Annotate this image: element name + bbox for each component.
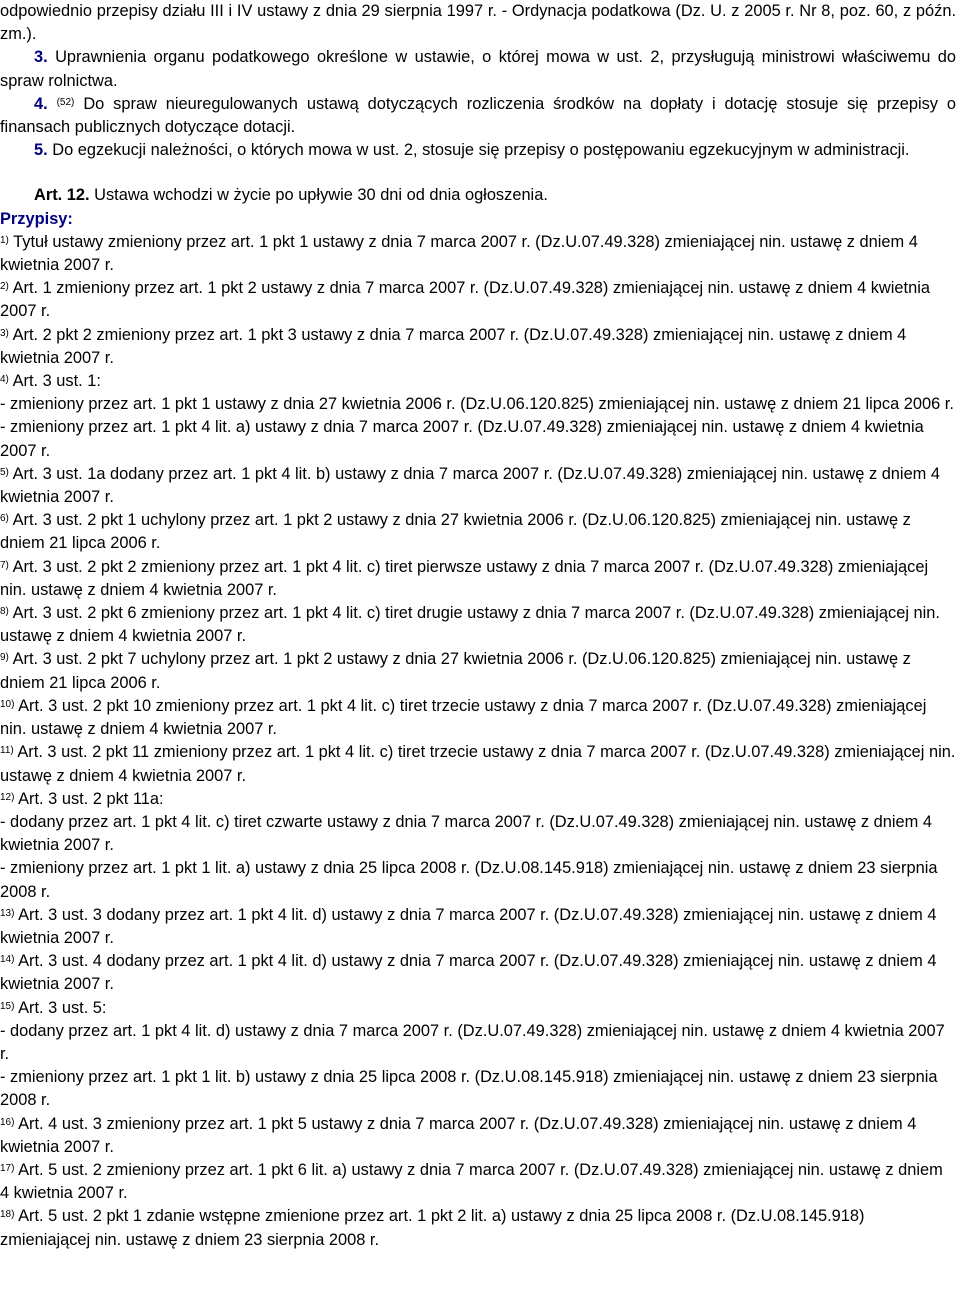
footnote-text: Art. 3 ust. 5:	[18, 998, 107, 1017]
footnote-ref: 11)	[0, 745, 14, 757]
footnote-ref: 4)	[0, 374, 9, 386]
footnote-ref: 2)	[0, 281, 9, 293]
paragraph-text: odpowiednio przepisy działu III i IV ustawy z dnia 29 sierpnia 1997 r. - Ordynacja podatkowa (Dz. U. z 2005 r. Nr 8, poz. 60, z późn. zm.).	[0, 2, 956, 44]
paragraph-number: 4.	[34, 94, 48, 113]
article-text: Ustawa wchodzi w życie po upływie 30 dni od dnia ogłoszenia.	[94, 186, 548, 205]
footnote-item	[0, 648, 956, 694]
footnote-item	[0, 695, 956, 741]
footnote-item	[0, 904, 956, 950]
footnote-item	[0, 463, 956, 509]
footnote-ref: 1)	[0, 234, 9, 246]
paragraph-text: Do spraw nieuregulowanych ustawą dotyczących rozliczenia środków na dopłaty i dotację stosuje się przepisy o finansach publicznych dotyczące dotacji.	[0, 94, 957, 137]
footnote-ref: 17)	[0, 1162, 15, 1174]
paragraph-text: Do egzekucji należności, o których mowa w ust. 2, stosuje się przepisy o postępowaniu egzekucyjnym w administracji.	[52, 141, 910, 160]
footnote-text: Art. 3 ust. 2 pkt 11 zmieniony przez art. 1 pkt 4 lit. c) tiret trzecie ustawy z dnia 7 marca 2007 r. (Dz.U.07.49.328) zmieniającej nin. ustawę z dniem 4 kwietnia 2007 r.	[0, 743, 956, 785]
footnote-subitem	[0, 811, 956, 857]
footnote-text: Art. 3 ust. 1:	[12, 372, 101, 391]
footnote-subitem	[0, 857, 956, 903]
paragraph-number: 3.	[34, 48, 48, 67]
footnote-text: - zmieniony przez art. 1 pkt 4 lit. a) ustawy z dnia 7 marca 2007 r. (Dz.U.07.49.328) zmieniającej nin. ustawę z dniem 4 kwietnia 2007 r.	[0, 418, 924, 460]
footnote-text: Art. 3 ust. 3 dodany przez art. 1 pkt 4 lit. d) ustawy z dnia 7 marca 2007 r. (Dz.U.07.49.328) zmieniającej nin. ustawę z dniem 4 kwietnia 2007 r.	[0, 905, 937, 947]
footnote-text: - zmieniony przez art. 1 pkt 1 lit. a) ustawy z dnia 25 lipca 2008 r. (Dz.U.08.145.918) zmieniającej nin. ustawę z dniem 23 sierpnia 2008 r.	[0, 859, 938, 901]
footnote-text: - dodany przez art. 1 pkt 4 lit. c) tiret czwarte ustawy z dnia 7 marca 2007 r. (Dz.U.07.49.328) zmieniającej nin. ustawę z dniem 4 kwietnia 2007 r.	[0, 812, 932, 855]
paragraph-text: Uprawnienia organu podatkowego określone w ustawie, o której mowa w ust. 2, przysługują ministrowi właściwemu do spraw rolnictwa.	[0, 48, 956, 90]
intro-paragraph	[0, 93, 956, 139]
footnote-ref: 18)	[0, 1209, 15, 1221]
footnotes-heading: Przypisy:	[0, 209, 73, 228]
paragraph-number: 5.	[34, 141, 48, 160]
footnote-ref: 5)	[0, 466, 9, 478]
section-gap	[0, 162, 956, 184]
footnote-text: Art. 4 ust. 3 zmieniony przez art. 1 pkt 5 ustawy z dnia 7 marca 2007 r. (Dz.U.07.49.328) zmieniającej nin. ustawę z dniem 4 kwietnia 2007 r.	[0, 1114, 917, 1156]
footnote-text: Art. 2 pkt 2 zmieniony przez art. 1 pkt 3 ustawy z dnia 7 marca 2007 r. (Dz.U.07.49.328) zmieniającej nin. ustawę z dniem 4 kwietnia 2007 r.	[0, 325, 907, 367]
footnote-item	[0, 950, 956, 996]
intro-paragraph	[0, 0, 956, 46]
footnote-item	[0, 231, 956, 277]
footnote-item	[0, 997, 956, 1020]
intro-section	[0, 0, 956, 162]
footnote-ref: 12)	[0, 791, 15, 803]
footnote-item	[0, 1159, 956, 1205]
footnote-ref: 13)	[0, 907, 15, 919]
footnote-text: Art. 5 ust. 2 zmieniony przez art. 1 pkt 6 lit. a) ustawy z dnia 7 marca 2007 r. (Dz.U.07.49.328) zmieniającej nin. ustawę z dniem 4 kwietnia 2007 r.	[0, 1160, 943, 1203]
footnote-text: - zmieniony przez art. 1 pkt 1 lit. b) ustawy z dnia 25 lipca 2008 r. (Dz.U.08.145.918) zmieniającej nin. ustawę z dniem 23 sierpnia 2008 r.	[0, 1068, 938, 1110]
footnote-ref: 8)	[0, 606, 9, 618]
footnote-text: Art. 1 zmieniony przez art. 1 pkt 2 ustawy z dnia 7 marca 2007 r. (Dz.U.07.49.328) zmieniającej nin. ustawę z dniem 4 kwietnia 2007 r.	[0, 279, 930, 321]
footnote-ref: 10)	[0, 698, 15, 710]
footnote-item	[0, 509, 956, 555]
footnote-ref: 16)	[0, 1116, 15, 1128]
paragraph-note-ref: (52)	[56, 96, 75, 108]
footnote-ref: 7)	[0, 559, 9, 571]
footnote-item	[0, 602, 956, 648]
footnote-subitem	[0, 416, 956, 462]
footnote-item	[0, 741, 956, 787]
footnote-subitem	[0, 1066, 956, 1112]
footnote-ref: 14)	[0, 954, 15, 966]
footnote-ref: 9)	[0, 652, 9, 664]
footnote-subitem	[0, 1020, 956, 1066]
footnote-text: Art. 3 ust. 2 pkt 6 zmieniony przez art. 1 pkt 4 lit. c) tiret drugie ustawy z dnia 7 marca 2007 r. (Dz.U.07.49.328) zmieniającej nin. ustawę z dniem 4 kwietnia 2007 r.	[0, 604, 940, 646]
footnote-text: Art. 3 ust. 2 pkt 10 zmieniony przez art. 1 pkt 4 lit. c) tiret trzecie ustawy z dnia 7 marca 2007 r. (Dz.U.07.49.328) zmieniającej nin. ustawę z dniem 4 kwietnia 2007 r.	[0, 696, 927, 739]
footnote-text: Art. 3 ust. 2 pkt 2 zmieniony przez art. 1 pkt 4 lit. c) tiret pierwsze ustawy z dnia 7 marca 2007 r. (Dz.U.07.49.328) zmieniającej nin. ustawę z dniem 4 kwietnia 2007 r.	[0, 557, 929, 599]
footnote-text: Art. 3 ust. 2 pkt 1 uchylony przez art. 1 pkt 2 ustawy z dnia 27 kwietnia 2006 r. (Dz.U.06.120.825) zmieniającej nin. ustawę z dniem 21 lipca 2006 r.	[0, 511, 911, 553]
footnote-item	[0, 1205, 956, 1251]
footnote-text: Art. 5 ust. 2 pkt 1 zdanie wstępne zmienione przez art. 1 pkt 2 lit. a) ustawy z dnia 25 lipca 2008 r. (Dz.U.08.145.918) zmieniającej nin. ustawę z dniem 23 sierpnia 2008 r.	[0, 1207, 865, 1249]
footnote-item	[0, 277, 956, 323]
footnote-text: Tytuł ustawy zmieniony przez art. 1 pkt 1 ustawy z dnia 7 marca 2007 r. (Dz.U.07.49.328) zmieniającej nin. ustawę z dniem 4 kwietnia 2007 r.	[0, 232, 918, 275]
footnote-text: - dodany przez art. 1 pkt 4 lit. d) ustawy z dnia 7 marca 2007 r. (Dz.U.07.49.328) zmieniającej nin. ustawę z dniem 4 kwietnia 2007 r.	[0, 1021, 945, 1063]
intro-paragraph	[0, 46, 956, 92]
footnote-text: Art. 3 ust. 4 dodany przez art. 1 pkt 4 lit. d) ustawy z dnia 7 marca 2007 r. (Dz.U.07.49.328) zmieniającej nin. ustawę z dniem 4 kwietnia 2007 r.	[0, 952, 937, 994]
footnote-text: Art. 3 ust. 2 pkt 7 uchylony przez art. 1 pkt 2 ustawy z dnia 27 kwietnia 2006 r. (Dz.U.06.120.825) zmieniającej nin. ustawę z dniem 21 lipca 2006 r.	[0, 650, 911, 692]
footnote-item	[0, 1113, 956, 1159]
footnote-item	[0, 370, 956, 393]
article-12	[0, 184, 956, 207]
footnotes-list	[0, 231, 956, 1252]
footnote-text: Art. 3 ust. 2 pkt 11a:	[18, 789, 164, 808]
footnote-item	[0, 788, 956, 811]
footnote-text: Art. 3 ust. 1a dodany przez art. 1 pkt 4 lit. b) ustawy z dnia 7 marca 2007 r. (Dz.U.07.49.328) zmieniającej nin. ustawę z dniem 4 kwietnia 2007 r.	[0, 464, 941, 507]
footnote-ref: 3)	[0, 327, 9, 339]
footnote-text: - zmieniony przez art. 1 pkt 1 ustawy z dnia 27 kwietnia 2006 r. (Dz.U.06.120.825) zmieniającej nin. ustawę z dniem 21 lipca 2006 r.	[0, 395, 954, 414]
intro-paragraph	[0, 139, 956, 162]
article-label: Art. 12.	[34, 186, 90, 205]
footnote-item	[0, 556, 956, 602]
footnote-ref: 6)	[0, 513, 9, 525]
footnote-ref: 15)	[0, 1000, 15, 1012]
footnote-subitem	[0, 393, 956, 416]
footnote-item	[0, 324, 956, 370]
